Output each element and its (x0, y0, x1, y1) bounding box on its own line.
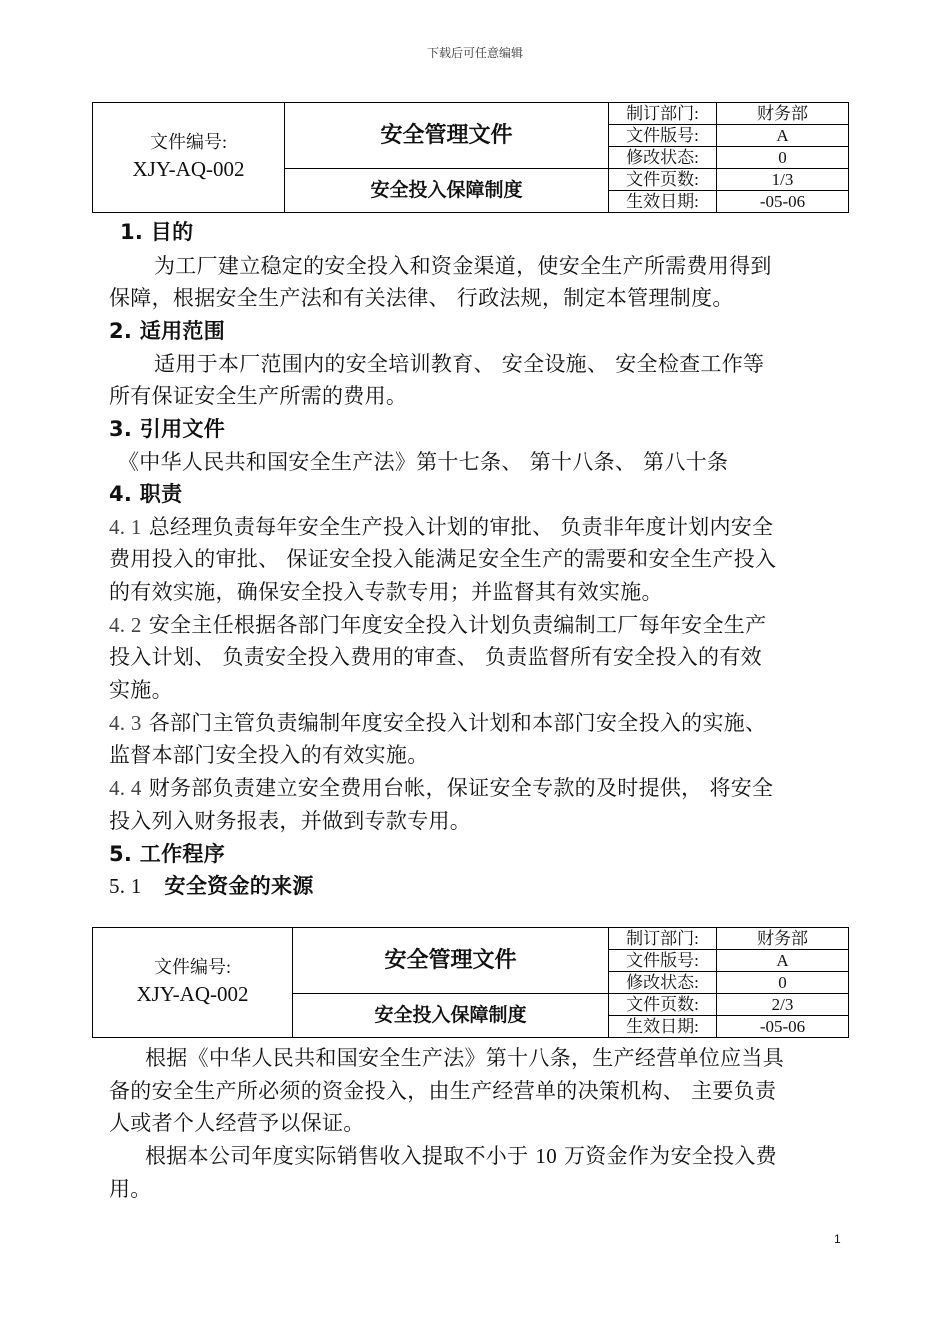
section-5-heading: 5. 工作程序 (109, 842, 225, 866)
field-label-effective-date: 生效日期: (609, 191, 717, 213)
paragraph-line: 备的安全生产所必须的资金投入，由生产经营单的决策机构、 主要负责 (109, 1079, 777, 1103)
doc-number-label: 文件编号: (153, 957, 231, 978)
item-text: 各部门主管负责编制年度安全投入计划和本部门安全投入的实施、 (148, 711, 767, 735)
paragraph-line: 所有保证安全生产所需的费用。 (109, 384, 408, 408)
paragraph-line: 《中华人民共和国安全生产法》第十七条、 第十八条、 第八十条 (118, 450, 729, 474)
doc-number-label: 文件编号: (149, 132, 227, 153)
text-segment: 根据本公司年度实际销售收入提取不小于 (145, 1144, 529, 1168)
paragraph-line: 实施。 (109, 678, 173, 702)
field-label-version: 文件版号: (609, 950, 717, 972)
document-header-table-1 (92, 102, 849, 213)
field-value-version: A (717, 950, 849, 972)
doc-title: 安全管理文件 (285, 103, 609, 169)
field-value-pages: 2/3 (717, 994, 849, 1016)
field-label-pages: 文件页数: (609, 994, 717, 1016)
page-number: 1 (834, 1232, 841, 1246)
paragraph-line (145, 1140, 777, 1170)
section-3-heading: 3. 引用文件 (109, 417, 225, 441)
field-label-status: 修改状态: (609, 972, 717, 994)
doc-subtitle: 安全投入保障制度 (285, 169, 609, 213)
amount-number: 10 (535, 1144, 557, 1168)
paragraph-line: 用。 (109, 1177, 152, 1201)
item-text: 总经理负责每年安全生产投入计划的审批、 负责非年度计划内安全 (148, 515, 774, 539)
field-value-dept: 财务部 (717, 103, 849, 125)
doc-number-cell (93, 928, 293, 1038)
paragraph-line: 费用投入的审批、 保证安全投入能满足安全生产的需要和安全生产投入 (109, 547, 777, 571)
field-value-effective-date: -05-06 (717, 191, 849, 213)
section-1-heading: 1. 目的 (120, 220, 194, 244)
item-number: 4. 3 (109, 711, 142, 735)
item-number: 5. 1 (109, 874, 142, 898)
doc-title: 安全管理文件 (293, 928, 609, 994)
text-segment: 万资金作为安全投入费 (563, 1144, 777, 1168)
section-2-heading: 2. 适用范围 (109, 319, 225, 343)
field-label-dept: 制订部门: (609, 928, 717, 950)
paragraph-line: 人或者个人经营予以保证。 (109, 1111, 365, 1135)
paragraph-line: 投入列入财务报表，并做到专款专用。 (109, 809, 472, 833)
paragraph-line: 的有效实施，确保安全投入专款专用；并监督其有效实施。 (109, 580, 663, 604)
paragraph-line: 保障，根据安全生产法和有关法律、 行政法规，制定本管理制度。 (109, 286, 734, 310)
paragraph-line (109, 511, 773, 541)
paragraph-line: 根据《中华人民共和国安全生产法》第十八条，生产经营单位应当具 (145, 1046, 784, 1070)
doc-number-value: XJY-AQ-002 (132, 157, 245, 182)
paragraph-line (109, 772, 773, 802)
paragraph-line: 为工厂建立稳定的安全投入和资金渠道，使安全生产所需费用得到 (154, 254, 772, 278)
doc-number-value: XJY-AQ-002 (136, 982, 249, 1007)
watermark-text: 下载后可任意编辑 (426, 46, 523, 60)
field-label-dept: 制订部门: (609, 103, 717, 125)
field-value-pages: 1/3 (717, 169, 849, 191)
paragraph-line: 监督本部门安全投入的有效实施。 (109, 743, 429, 767)
item-number: 4. 1 (109, 515, 142, 539)
doc-number-cell (93, 103, 285, 213)
item-number: 4. 4 (109, 776, 142, 800)
section-5-1-heading (109, 870, 314, 900)
field-value-status: 0 (717, 147, 849, 169)
item-text: 安全主任根据各部门年度安全投入计划负责编制工厂每年安全生产 (148, 613, 767, 637)
item-text: 财务部负责建立安全费用台帐，保证安全专款的及时提供， 将安全 (148, 776, 774, 800)
section-5-1-title: 安全资金的来源 (164, 874, 314, 898)
paragraph-line (109, 707, 766, 737)
field-label-pages: 文件页数: (609, 169, 717, 191)
field-value-effective-date: -05-06 (717, 1016, 849, 1038)
field-value-status: 0 (717, 972, 849, 994)
section-4-heading: 4. 职责 (109, 482, 183, 506)
field-value-dept: 财务部 (717, 928, 849, 950)
field-label-status: 修改状态: (609, 147, 717, 169)
paragraph-line (109, 609, 766, 639)
document-header-table-2 (92, 927, 849, 1038)
paragraph-line: 投入计划、 负责安全投入费用的审查、 负责监督所有安全投入的有效 (109, 645, 762, 669)
doc-subtitle: 安全投入保障制度 (293, 994, 609, 1038)
field-label-version: 文件版号: (609, 125, 717, 147)
field-label-effective-date: 生效日期: (609, 1016, 717, 1038)
item-number: 4. 2 (109, 613, 142, 637)
paragraph-line: 适用于本厂范围内的安全培训教育、 安全设施、 安全检查工作等 (154, 352, 765, 376)
field-value-version: A (717, 125, 849, 147)
